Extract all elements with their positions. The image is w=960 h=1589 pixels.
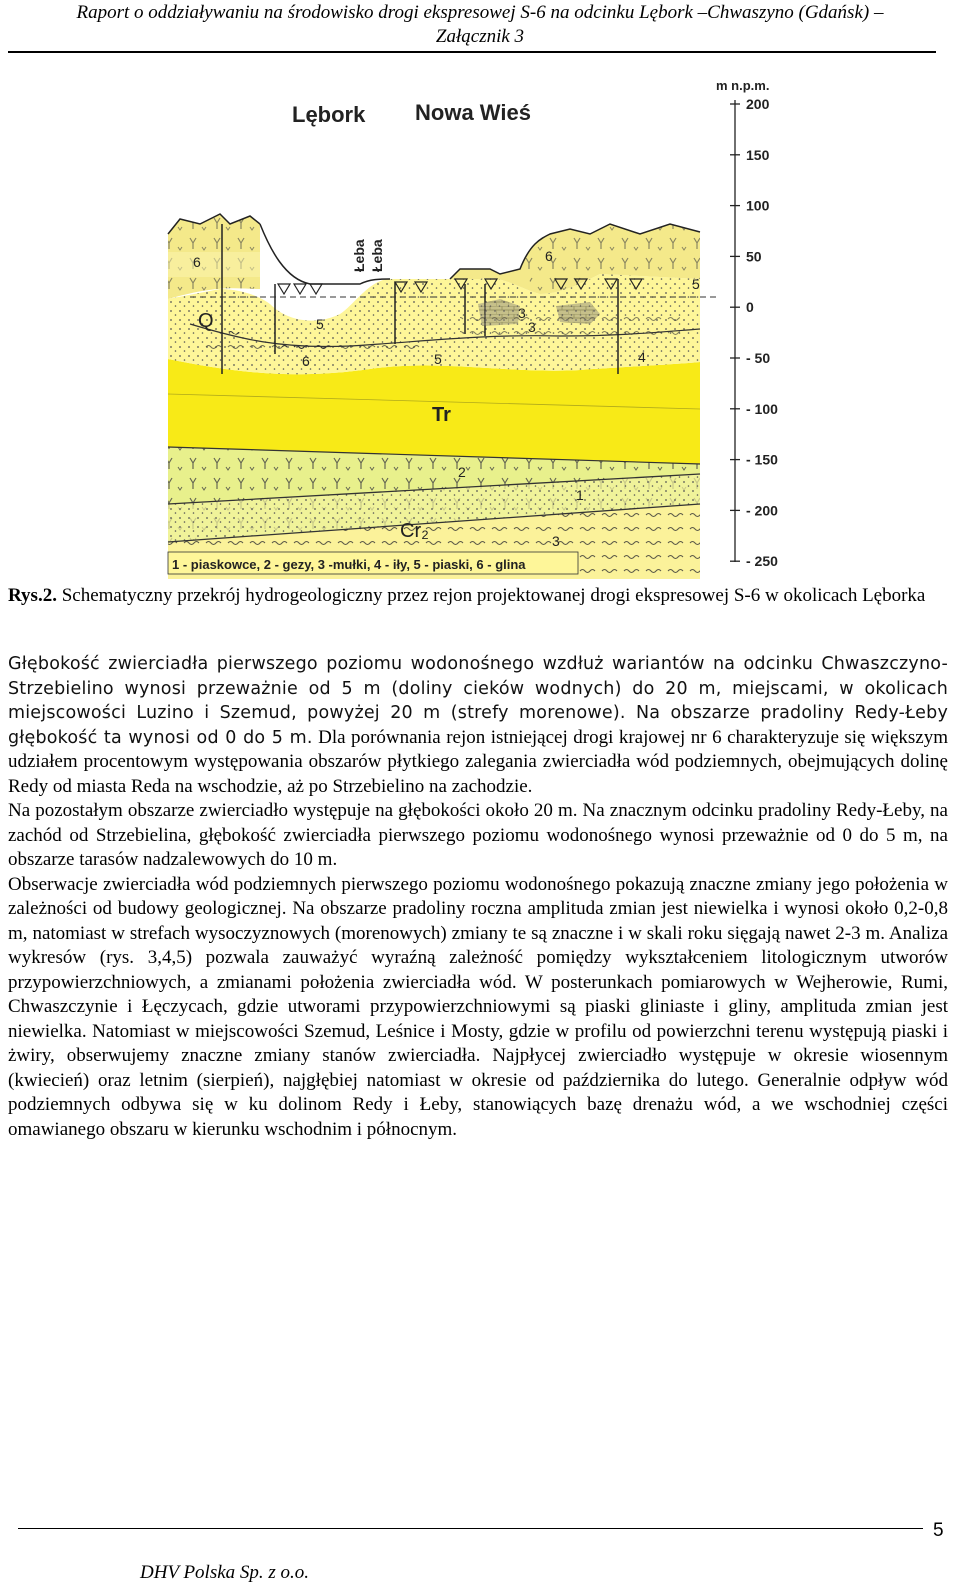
scale-tick-label: - 50 xyxy=(746,350,771,366)
attachment-label: Załącznik 3 xyxy=(435,26,525,47)
paragraph-2: Na pozostałym obszarze zwierciadło występuje na głębokości około 20 m. Na znacznym odcinku pradoliny Redy-Łeby, na zachód od Strzebielina, głębokość zwierciadła pierwszego poziomu wodonośnego wynosi przeważnie od 0 do 5 m, na obszarze tarasów nadzalewowych do 10 m. xyxy=(8,800,948,870)
scale-tick-label: - 150 xyxy=(746,451,778,468)
paragraph-1-part-b: Dla porównania rejon istniejącej drogi krajowej nr 6 charakteryzuje się większym udziałem procentowym występowania obszarów płytkiego zalegania zwierciadła wód podziemnych, obejmujących dolinę Redy od miasta Reda na wschodzie, aż po Strzebielino na zachodzie. xyxy=(8,726,949,797)
report-title: Raport o oddziaływaniu na środowisko drogi ekspresowej S-6 na odcinku Lębork –Chwaszyno (Gdańsk) – xyxy=(76,2,884,23)
scale-tick-label: - 200 xyxy=(746,502,778,519)
header-divider xyxy=(8,51,936,53)
page-number: 5 xyxy=(933,1520,944,1541)
page-header xyxy=(0,0,960,49)
layer-number: 6 xyxy=(193,254,201,270)
layer-number: 3 xyxy=(528,319,536,335)
hydrogeological-cross-section xyxy=(160,74,790,584)
figure-legend: 1 - piaskowce, 2 - gezy, 3 -mułki, 4 - iły, 5 - piaski, 6 - glina xyxy=(172,557,526,572)
scale-unit: m n.p.m. xyxy=(716,78,770,93)
river-leba-1: Łeba xyxy=(351,239,367,272)
scale-tick-label: 50 xyxy=(746,248,762,265)
caption-text: Schematyczny przekrój hydrogeologiczny przez rejon projektowanej drogi ekspresowej S-6 w okolicach Lęborka xyxy=(56,585,926,606)
stratum-tr: Tr xyxy=(432,404,451,426)
figure-caption xyxy=(8,584,948,608)
layer-number: 6 xyxy=(302,353,310,369)
place-nowa-wies: Nowa Wieś xyxy=(415,100,531,125)
scale-tick-label: - 100 xyxy=(746,400,778,417)
layer-number: 5 xyxy=(316,316,324,332)
footer-divider xyxy=(18,1528,923,1529)
layer-number: 6 xyxy=(545,248,553,264)
footer-company: DHV Polska Sp. z o.o. xyxy=(140,1562,310,1583)
body-text xyxy=(8,652,948,1142)
paragraph-3: Obserwacje zwierciadła wód podziemnych pierwszego poziomu wodonośnego pokazują znaczne zmiany jego położenia w zależności od budowy geologicznej. Na obszarze pradoliny roczna amplituda zmian jest niewielka i wynosi około 0,2-0,8 m, natomiast w strefach wysoczyznowych (morenowych) zmiany te są znaczne i w skali roku sięgają nawet 2-3 m. Analiza wykresów (rys. 3,4,5) pozwala zauważyć wyraźną zależność pomiędzy wykształceniem litologicznym utworów przypowierzchniowych, a zmianami położenia zwierciadła wód. W posterunkach pomiarowych w Wejherowie, Rumi, Chwaszczynie i Łęczycach, gdzie utworami przypowierzchniowymi są piaski gliniaste i gliny, amplituda zmian jest niewielka. Natomiast w miejscowości Szemud, Leśnice i Mosty, gdzie w profilu od powierzchni terenu występują piaski i żwiry, obserwujemy znaczne zmiany stanów zwierciadła. Najpłycej zwierciadło występuje w okresie wiosennym (kwiecień) oraz letnim (sierpień), najgłębiej natomiast w okresie od października do lutego. Generalnie odpływ wód podziemnych odbywa się w ku dolinom Redy i Łeby, stanowiących bazę drenażu wód, a we wschodniej części omawianego obszaru w kierunku wschodnim i północnym. xyxy=(8,873,948,1140)
layer-number: 2 xyxy=(458,464,466,480)
caption-label: Rys.2. xyxy=(8,585,57,606)
stratum-q: Q xyxy=(198,310,214,332)
scale-tick-label: 0 xyxy=(746,299,754,316)
scale-tick-label: - 250 xyxy=(746,553,778,570)
river-leba-2: Łeba xyxy=(369,239,385,272)
paragraph-1 xyxy=(8,652,948,799)
layer-number: 5 xyxy=(692,276,700,292)
layer-number: 4 xyxy=(638,349,646,365)
scale-tick-label: 150 xyxy=(746,146,770,163)
layer-number: 5 xyxy=(434,351,442,367)
scale-tick-label: 100 xyxy=(746,197,770,214)
place-lebork: Lębork xyxy=(292,102,366,127)
layer-number: 1 xyxy=(576,487,584,503)
scale-tick-label: 200 xyxy=(746,96,770,112)
stratum-cr2: Cr₂ xyxy=(400,520,429,542)
layer-number: 3 xyxy=(518,305,526,321)
layer-number: 3 xyxy=(552,533,560,549)
paragraph-1-part-a: Głębokość zwierciadła pierwszego poziomu wodonośnego wzdłuż wariantów na odcinku Chwaszczyno-Strzebielino wynosi przeważnie od 5 m (doliny cieków wodnych) do 20 m, miejscami, w okolicach miejscowości Luzino i Szemud, powyżej 20 m (strefy morenowe). Na obszarze pradoliny Redy-Łeby głębokość ta wynosi od 0 do 5 m. xyxy=(8,654,948,748)
